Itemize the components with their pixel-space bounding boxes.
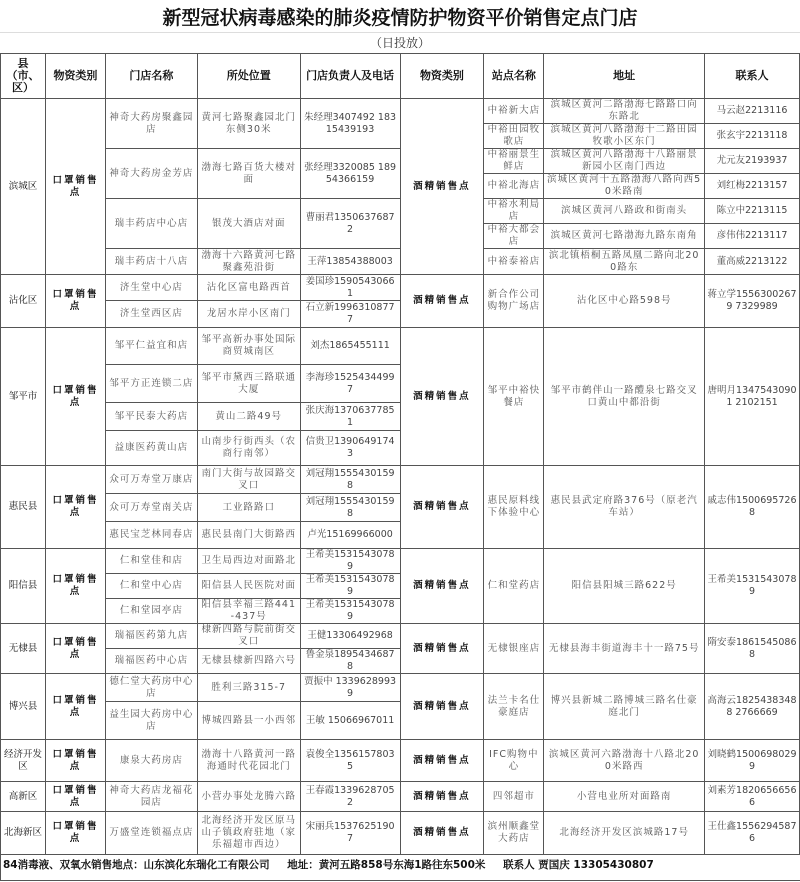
station-contact: 陈立中2213115 [705, 199, 800, 224]
station-address: 滨城区黄河七路渤海九路东南角 [544, 224, 705, 249]
store-location: 无棣县棣新四路六号 [197, 649, 300, 674]
table-row [1, 624, 800, 649]
station-name: 惠民原料线下体验中心 [484, 466, 544, 549]
store-name: 惠民宝芝林同春店 [105, 522, 197, 549]
category2-cell: 酒精销售点 [400, 328, 484, 466]
store-location: 黄河七路聚鑫园北门东侧30米 [197, 99, 300, 149]
station-address: 北海经济开发区滨城路17号 [544, 812, 705, 855]
category-cell: 口罩销售点 [45, 740, 105, 782]
store-location: 渤海十六路黄河七路聚鑫苑沿街 [197, 249, 300, 275]
county-cell: 博兴县 [1, 674, 46, 740]
table-row [1, 99, 800, 124]
station-name: 仁和堂药店 [484, 549, 544, 624]
station-address: 滨城区黄河八路渤海十二路田园牧歌小区东门 [544, 124, 705, 149]
store-manager: 王希美15315430789 [300, 599, 400, 624]
store-name: 瑞丰药店十八店 [105, 249, 197, 275]
county-cell: 滨城区 [1, 99, 46, 275]
store-location: 沾化区富电路西首 [197, 275, 300, 301]
category2-cell: 酒精销售点 [400, 740, 484, 782]
station-name: 四邻超市 [484, 782, 544, 812]
store-name: 众可万寿堂万康店 [105, 466, 197, 494]
store-location: 北海经济开发区原马山子镇政府驻地（家乐福超市西边） [197, 812, 300, 855]
category2-cell: 酒精销售点 [400, 812, 484, 855]
header-category: 物资类别 [45, 54, 105, 99]
station-contact: 戚志伟15006957268 [705, 466, 800, 549]
store-name: 益康医药黄山店 [105, 431, 197, 466]
store-location: 阳信县人民医院对面 [197, 574, 300, 599]
store-manager: 李海珍15254344997 [300, 365, 400, 403]
station-contact: 唐明月13475430901 2102151 [705, 328, 800, 466]
store-location: 工业路路口 [197, 494, 300, 522]
station-address: 滨城区黄河八路政和街南头 [544, 199, 705, 224]
category-cell: 口罩销售点 [45, 466, 105, 549]
station-contact: 王希美15315430789 [705, 549, 800, 624]
store-name: 神奇大药房金芳店 [105, 149, 197, 199]
station-name: 中裕田园牧歌店 [484, 124, 544, 149]
store-location: 胜利三路315-7 [197, 674, 300, 702]
table-row [1, 740, 800, 782]
table-row [1, 328, 800, 365]
store-manager: 刘杰1865455111 [300, 328, 400, 365]
store-manager: 袁俊全13561578035 [300, 740, 400, 782]
store-manager: 王希美15315430789 [300, 574, 400, 599]
store-name: 邹平仁益宜和店 [105, 328, 197, 365]
station-address: 滨城区黄河八路渤海十八路丽景新园小区南门西边 [544, 149, 705, 174]
category-cell: 口罩销售点 [45, 328, 105, 466]
header-contact: 联系人 [705, 54, 800, 99]
store-location: 阳信县幸福三路441-437号 [197, 599, 300, 624]
store-manager: 张经理3320085 18954366159 [300, 149, 400, 199]
store-location: 卫生局西边对面路北 [197, 549, 300, 574]
category2-cell: 酒精销售点 [400, 466, 484, 549]
store-location: 南门大街与故园路交叉口 [197, 466, 300, 494]
store-manager: 卢光15169966000 [300, 522, 400, 549]
station-name: 无棣银座店 [484, 624, 544, 674]
station-address: 博兴县新城二路博城三路名仕豪庭北门 [544, 674, 705, 740]
category-cell: 口罩销售点 [45, 549, 105, 624]
store-manager: 王萍13854388003 [300, 249, 400, 275]
store-manager: 王希美15315430789 [300, 549, 400, 574]
store-location: 山南步行街西头（农商行南邻） [197, 431, 300, 466]
store-name: 瑞丰药店中心店 [105, 199, 197, 249]
store-name: 神奇大药店龙福花园店 [105, 782, 197, 812]
station-address: 小营电业所对面路南 [544, 782, 705, 812]
county-cell: 阳信县 [1, 549, 46, 624]
header-location: 所处位置 [197, 54, 300, 99]
table-row [1, 549, 800, 574]
county-cell: 邹平市 [1, 328, 46, 466]
store-manager: 石立新19963108777 [300, 301, 400, 328]
store-name: 瑞福医药第九店 [105, 624, 197, 649]
store-name: 仁和堂园亭店 [105, 599, 197, 624]
station-contact: 尤元友2193937 [705, 149, 800, 174]
header-store-name: 门店名称 [105, 54, 197, 99]
category2-cell: 酒精销售点 [400, 624, 484, 674]
station-name: 中裕北海店 [484, 174, 544, 199]
store-location: 惠民县南门大街路西 [197, 522, 300, 549]
station-contact: 刘红梅2213157 [705, 174, 800, 199]
category-cell: 口罩销售点 [45, 812, 105, 855]
table-row [1, 466, 800, 494]
header-category2: 物资类别 [400, 54, 484, 99]
store-name: 济生堂西区店 [105, 301, 197, 328]
store-location: 博城四路县一小西邻 [197, 702, 300, 740]
store-manager: 贾振中 13396289939 [300, 674, 400, 702]
station-name: 滨州顺鑫堂大药店 [484, 812, 544, 855]
station-name: 中裕新大店 [484, 99, 544, 124]
store-name: 众可万寿堂南关店 [105, 494, 197, 522]
store-location: 渤海十八路黄河一路海通时代花园北门 [197, 740, 300, 782]
store-location: 棣新四路与院前街交叉口 [197, 624, 300, 649]
store-manager: 鲁金泉18954346878 [300, 649, 400, 674]
store-manager: 朱经理3407492 18315439193 [300, 99, 400, 149]
store-name: 益生园大药房中心店 [105, 702, 197, 740]
station-address: 惠民县武定府路376号（原老汽车站） [544, 466, 705, 549]
store-location: 小营办事处龙腾六路 [197, 782, 300, 812]
station-address: 邹平市鹤伴山一路醴泉七路交叉口黄山中都沿街 [544, 328, 705, 466]
station-contact: 马云赵2213116 [705, 99, 800, 124]
county-cell: 高新区 [1, 782, 46, 812]
county-cell: 经济开发区 [1, 740, 46, 782]
header-address: 地址 [544, 54, 705, 99]
county-cell: 惠民县 [1, 466, 46, 549]
station-name: 中裕丽景生鲜店 [484, 149, 544, 174]
store-manager: 姜国珍15905430661 [300, 275, 400, 301]
station-name: 中裕大都会店 [484, 224, 544, 249]
store-location: 龙居水岸小区南门 [197, 301, 300, 328]
station-contact: 隋安泰18615450868 [705, 624, 800, 674]
store-name: 邹平民泰大药店 [105, 403, 197, 431]
table-row [1, 275, 800, 301]
store-location: 渤海七路百货大楼对面 [197, 149, 300, 199]
store-manager: 刘冠翔15554301598 [300, 466, 400, 494]
store-manager: 信贵卫13906491743 [300, 431, 400, 466]
station-contact: 张玄宇2213118 [705, 124, 800, 149]
store-manager: 王春霞13396287052 [300, 782, 400, 812]
county-cell: 北海新区 [1, 812, 46, 855]
footer-contact: 联系人 贾国庆 13305430807 [503, 859, 654, 871]
header-row [1, 54, 800, 99]
store-manager: 曹丽君13506376872 [300, 199, 400, 249]
store-manager: 宋丽兵15376251907 [300, 812, 400, 855]
header-station: 站点名称 [484, 54, 544, 99]
station-address: 滨城区黄河六路渤海十八路北200米路西 [544, 740, 705, 782]
store-name: 邹平方正连锁二店 [105, 365, 197, 403]
header-manager: 门店负责人及电话 [300, 54, 400, 99]
store-location: 银茂大酒店对面 [197, 199, 300, 249]
station-contact: 高海云18254383488 2766669 [705, 674, 800, 740]
station-name: 新合作公司购物广场店 [484, 275, 544, 328]
header-county: 县（市、区） [1, 54, 46, 99]
table-row [1, 674, 800, 702]
station-address: 阳信县阳城三路622号 [544, 549, 705, 624]
category-cell: 口罩销售点 [45, 275, 105, 328]
table-row [1, 812, 800, 855]
station-name: 法兰卡名仕豪庭店 [484, 674, 544, 740]
category-cell: 口罩销售点 [45, 782, 105, 812]
category2-cell: 酒精销售点 [400, 674, 484, 740]
category2-cell: 酒精销售点 [400, 275, 484, 328]
station-contact: 王仕鑫15562945876 [705, 812, 800, 855]
category-cell: 口罩销售点 [45, 624, 105, 674]
store-name: 仁和堂佳和店 [105, 549, 197, 574]
station-name: 中裕水利局店 [484, 199, 544, 224]
store-location: 邹平市黛西三路联通大厦 [197, 365, 300, 403]
station-address: 滨城区黄河二路渤海七路路口向东路北 [544, 99, 705, 124]
station-contact: 刘晓鹤15006980299 [705, 740, 800, 782]
store-name: 瑞福医药中心店 [105, 649, 197, 674]
category2-cell: 酒精销售点 [400, 549, 484, 624]
store-name: 德仁堂大药房中心店 [105, 674, 197, 702]
county-cell: 无棣县 [1, 624, 46, 674]
store-table [0, 53, 800, 855]
category-cell: 口罩销售点 [45, 99, 105, 275]
station-contact: 刘素芳18206566566 [705, 782, 800, 812]
category-cell: 口罩销售点 [45, 674, 105, 740]
store-location: 邹平高新办事处国际商贸城南区 [197, 328, 300, 365]
store-name: 康泉大药房店 [105, 740, 197, 782]
page-title: 新型冠状病毒感染的肺炎疫情防护物资平价销售定点门店 [0, 0, 800, 33]
footer-address: 地址：黄河五路858号东海1路往东500米 [287, 859, 486, 871]
store-manager: 王健13306492968 [300, 624, 400, 649]
store-manager: 刘冠翔15554301598 [300, 494, 400, 522]
category2-cell: 酒精销售点 [400, 99, 484, 275]
store-location: 黄山二路49号 [197, 403, 300, 431]
station-address: 沾化区中心路598号 [544, 275, 705, 328]
station-name: 中裕泰裕店 [484, 249, 544, 275]
station-name: IFC购物中心 [484, 740, 544, 782]
store-name: 济生堂中心店 [105, 275, 197, 301]
store-manager: 王敏 15066967011 [300, 702, 400, 740]
table-row [1, 782, 800, 812]
station-contact: 董高威2213122 [705, 249, 800, 275]
store-manager: 张庆海13706377851 [300, 403, 400, 431]
store-name: 仁和堂中心店 [105, 574, 197, 599]
station-address: 滨城区黄河十五路渤海八路向西50米路南 [544, 174, 705, 199]
category2-cell: 酒精销售点 [400, 782, 484, 812]
station-contact: 彦伟伟2213117 [705, 224, 800, 249]
footer-site: 84消毒液、双氧水销售地点：山东滨化东瑞化工有限公司 [3, 859, 270, 871]
station-address: 无棣县海丰街道海丰十一路75号 [544, 624, 705, 674]
page-subtitle: （日投放） [369, 36, 430, 50]
store-name: 神奇大药房聚鑫园店 [105, 99, 197, 149]
station-contact: 蒋立学15563002679 7329989 [705, 275, 800, 328]
store-name: 万盛堂连锁福点店 [105, 812, 197, 855]
station-address: 滨北镇梧桐五路凤凰二路向北200路东 [544, 249, 705, 275]
footer-note [0, 850, 800, 881]
county-cell: 沾化区 [1, 275, 46, 328]
station-name: 邹平中裕快餐店 [484, 328, 544, 466]
